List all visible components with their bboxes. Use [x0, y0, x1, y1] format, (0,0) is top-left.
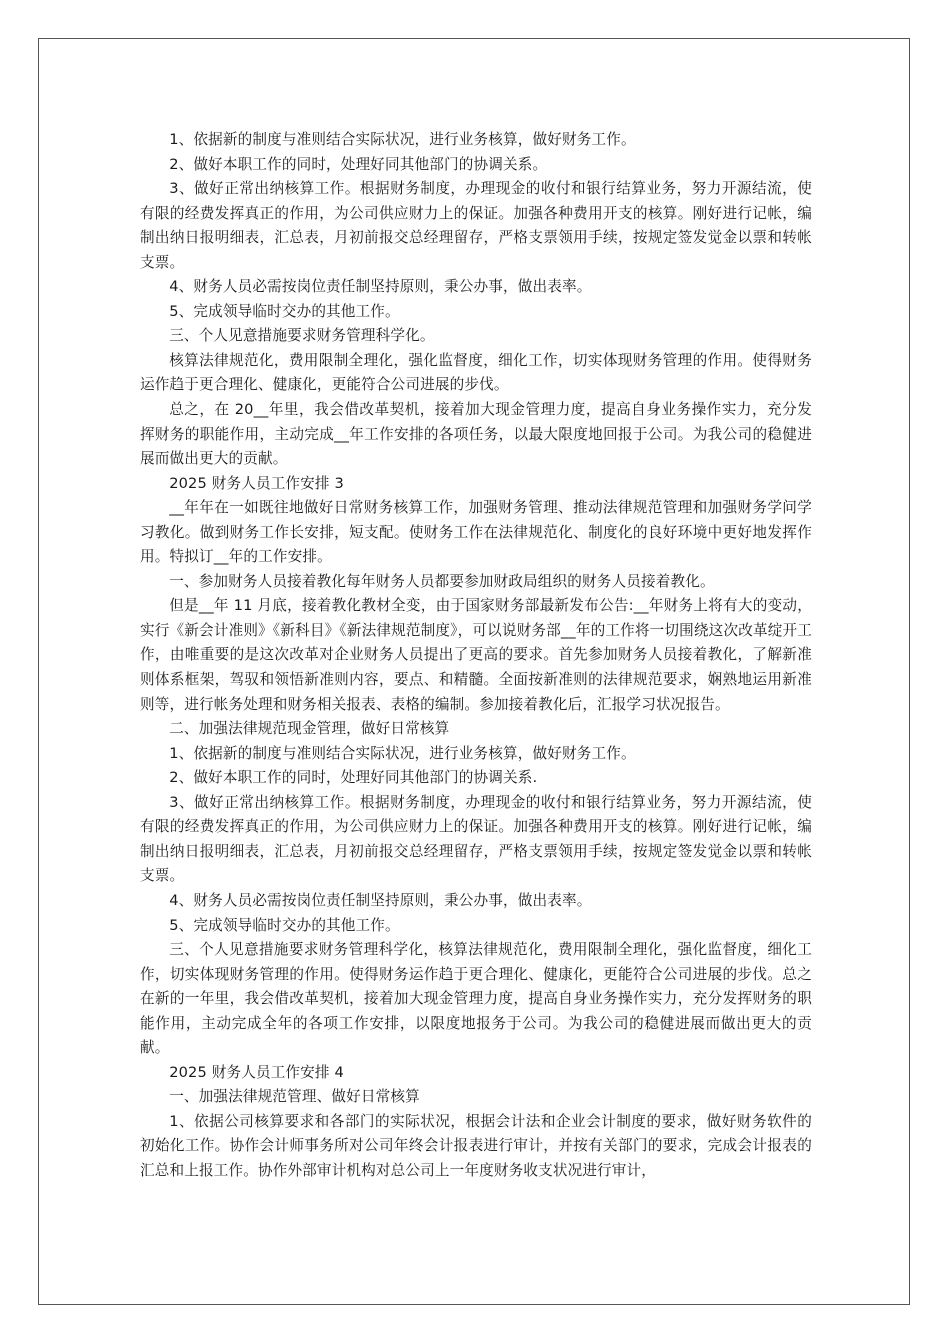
paragraph: 3、做好正常出纳核算工作。根据财务制度，办理现金的收付和银行结算业务，努力开源结流，使有限的经费发挥真正的作用，为公司供应财力上的保证。加强各种费用开支的核算。刚好进行记帐，编制出纳日报明细表，汇总表，月初前报交总经理留存，严格支票领用手续，按规定签发觉金以票和转帐支票。	[140, 793, 812, 885]
paragraph: 核算法律规范化，费用限制全理化，强化监督度，细化工作，切实体现财务管理的作用。使得财务运作趋于更合理化、健康化，更能符合公司进展的步伐。	[140, 351, 812, 394]
article-title: 2025 财务人员工作安排 3	[169, 474, 344, 492]
paragraph: 总之，在 20__年里，我会借改革契机，接着加大现金管理力度，提高自身业务操作实力，充分发挥财务的职能作用，主动完成__年工作安排的各项任务，以最大限度地回报于公司。为我公司的稳健进展而做出更大的贡献。	[140, 401, 812, 468]
section-heading: 一、参加财务人员接着教化每年财务人员都要参加财政局组织的财务人员接着教化。	[169, 572, 715, 590]
paragraph: 1、依据新的制度与准则结合实际状况，进行业务核算，做好财务工作。	[169, 744, 636, 762]
paragraph: 三、个人见意措施要求财务管理科学化，核算法律规范化，费用限制全理化，强化监督度，细化工作，切实体现财务管理的作用。使得财务运作趋于更合理化、健康化，更能符合公司进展的步伐。总之在新的一年里，我会借改革契机，接着加大现金管理力度，提高自身业务操作实力，充分发挥财务的职能作用，主动完成全年的各项工作安排，以限度地报务于公司。为我公司的稳健进展而做出更大的贡献。	[140, 941, 812, 1057]
paragraph: 2、做好本职工作的同时，处理好同其他部门的协调关系。	[169, 155, 548, 173]
paragraph: 5、完成领导临时交办的其他工作。	[169, 302, 400, 320]
paragraph: 5、完成领导临时交办的其他工作。	[169, 916, 400, 934]
paragraph: 1、依据新的制度与准则结合实际状况，进行业务核算，做好财务工作。	[169, 131, 636, 148]
paragraph: 4、财务人员必需按岗位责任制坚持原则，秉公办事，做出表率。	[169, 278, 592, 296]
paragraph: 1、依据公司核算要求和各部门的实际状况，根据会计法和企业会计制度的要求，做好财务软件的初始化工作。协作会计师事务所对公司年终会计报表进行审计，并按有关部门的要求，完成会计报表的汇总和上报工作。协作外部审计机构对总公司上一年度财务收支状况进行审计，	[140, 1112, 812, 1179]
section-heading: 三、个人见意措施要求财务管理科学化。	[169, 327, 435, 345]
paragraph: __年年在一如既往地做好日常财务核算工作，加强财务管理、推动法律规范管理和加强财务学问学习教化。做到财务工作长安排，短支配。使财务工作在法律规范化、制度化的良好环境中更好地发挥作用。特拟订__年的工作安排。	[140, 499, 812, 566]
section-heading: 一、加强法律规范管理、做好日常核算	[169, 1088, 420, 1106]
section-heading: 二、加强法律规范现金管理，做好日常核算	[169, 720, 450, 738]
paragraph: 但是__年 11 月底，接着教化教材全变，由于国家财务部最新发布公告:__年财务上将有大的变动，实行《新会计准则》《新科目》《新法律规范制度》，可以说财务部__年的工作将一切围绕这次改革绽开工作，由唯重要的是这次改革对企业财务人员提出了更高的要求。首先参加财务人员接着教化，了解新准则体系框架，驾驭和领悟新准则内容，要点、和精髓。全面按新准则的法律规范要求，娴熟地运用新准则等，进行帐务处理和财务相关报表、表格的编制。参加接着教化后，汇报学习状况报告。	[140, 597, 812, 713]
paragraph: 3、做好正常出纳核算工作。根据财务制度，办理现金的收付和银行结算业务，努力开源结流，使有限的经费发挥真正的作用，为公司供应财力上的保证。加强各种费用开支的核算。刚好进行记帐，编制出纳日报明细表，汇总表，月初前报交总经理留存，严格支票领用手续，按规定签发觉金以票和转帐支票。	[140, 180, 812, 271]
paragraph: 2、做好本职工作的同时，处理好同其他部门的协调关系.	[169, 769, 538, 787]
document-body	[140, 128, 812, 1184]
article-title: 2025 财务人员工作安排 4	[169, 1063, 344, 1081]
paragraph: 4、财务人员必需按岗位责任制坚持原则，秉公办事，做出表率。	[169, 891, 592, 909]
